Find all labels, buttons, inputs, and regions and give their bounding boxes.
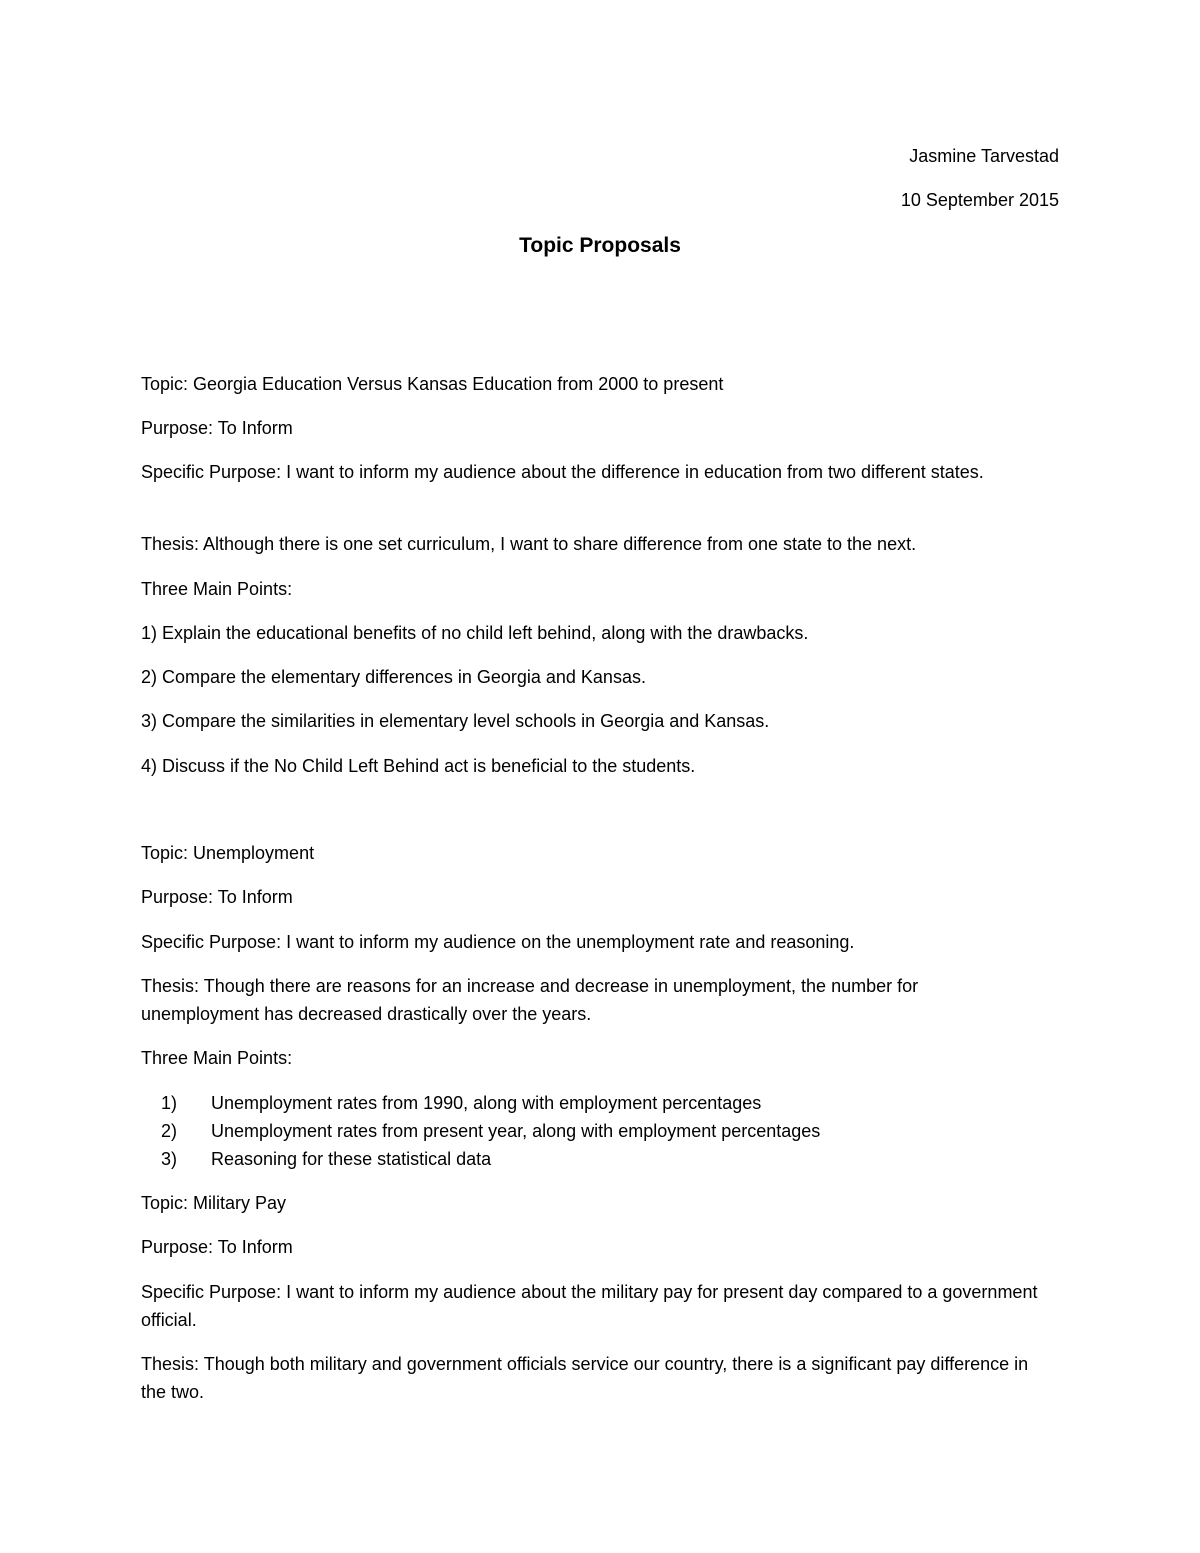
proposal2-list-item — [141, 1119, 820, 1143]
proposal1-specific-purpose: Specific Purpose: I want to inform my audience about the difference in education from two different states. — [141, 462, 984, 482]
list-number: 3) — [161, 1149, 178, 1169]
proposal2-list-item — [141, 1147, 491, 1171]
proposal1-point: 1) Explain the educational benefits of no child left behind, along with the drawbacks. — [141, 623, 809, 643]
proposal3-purpose: Purpose: To Inform — [141, 1237, 293, 1257]
proposal2-purpose: Purpose: To Inform — [141, 887, 293, 907]
proposal2-topic: Topic: Unemployment — [141, 843, 315, 863]
proposal2-points-heading: Three Main Points: — [141, 1048, 293, 1068]
proposal1-thesis: Thesis: Although there is one set curriculum, I want to share difference from one state to the next. — [141, 534, 917, 554]
proposal3-specific-purpose: Specific Purpose: I want to inform my audience about the military pay for present day compared to a government official. — [141, 1282, 1038, 1330]
list-number: 2) — [161, 1121, 178, 1141]
page-title: Topic Proposals — [519, 234, 681, 257]
proposal1-purpose: Purpose: To Inform — [141, 418, 293, 438]
list-text: Reasoning for these statistical data — [211, 1149, 492, 1169]
proposal3-thesis: Thesis: Though both military and government officials service our country, there is a significant pay difference in the two. — [141, 1354, 1029, 1402]
list-text: Unemployment rates from 1990, along with employment percentages — [211, 1093, 762, 1113]
proposal2-thesis: Thesis: Though there are reasons for an increase and decrease in unemployment, the number for unemployment has decreased drastically over the years. — [141, 976, 919, 1024]
proposal1-topic: Topic: Georgia Education Versus Kansas Education from 2000 to present — [141, 374, 724, 394]
proposal1-points-heading: Three Main Points: — [141, 579, 293, 599]
proposal1-point: 4) Discuss if the No Child Left Behind act is beneficial to the students. — [141, 756, 696, 776]
proposal2-specific-purpose: Specific Purpose: I want to inform my audience on the unemployment rate and reasoning. — [141, 932, 855, 952]
proposal2-list-item — [141, 1091, 761, 1115]
proposal1-point: 3) Compare the similarities in elementary level schools in Georgia and Kansas. — [141, 711, 770, 731]
proposal3-topic: Topic: Military Pay — [141, 1193, 287, 1213]
document-date: 10 September 2015 — [900, 190, 1059, 210]
author-name: Jasmine Tarvestad — [909, 146, 1059, 166]
list-text: Unemployment rates from present year, along with employment percentages — [211, 1121, 821, 1141]
proposal1-point: 2) Compare the elementary differences in Georgia and Kansas. — [141, 667, 646, 687]
list-number: 1) — [161, 1093, 178, 1113]
